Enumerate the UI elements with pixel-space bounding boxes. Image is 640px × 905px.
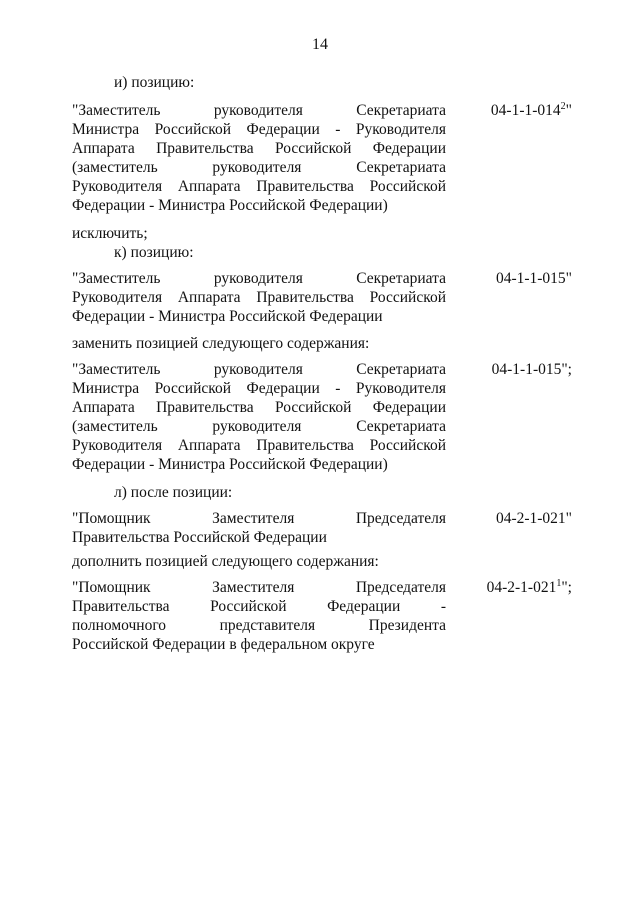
- position-code: [491, 101, 572, 120]
- position-entry-k: [72, 269, 572, 326]
- position-title: [72, 101, 446, 215]
- position-title-line: "Заместитель руководителя Секретариата: [72, 102, 446, 119]
- position-title: [72, 269, 446, 326]
- position-code-suffix: ";: [561, 579, 572, 596]
- item-l-action: дополнить позицией следующего содержания:: [72, 553, 379, 570]
- position-title-line: (заместитель руководителя Секретариата: [72, 418, 446, 435]
- position-title-line: Министра Российской Федерации - Руководителя: [72, 121, 446, 138]
- position-entry-i: [72, 101, 572, 215]
- position-title-line: "Помощник Заместителя Председателя: [72, 579, 446, 596]
- position-entry-l-new: [72, 578, 572, 654]
- position-title: [72, 509, 446, 547]
- position-title-line: Правительства Российской Федерации: [72, 529, 327, 546]
- position-title: [72, 360, 446, 474]
- position-code: [487, 578, 572, 597]
- position-title-line: Аппарата Правительства Российской Федерации: [72, 140, 446, 157]
- position-code-suffix: ": [565, 102, 572, 119]
- position-title: [72, 578, 446, 654]
- item-i-label: и) позицию:: [114, 74, 195, 91]
- position-title-line: Аппарата Правительства Российской Федерации: [72, 399, 446, 416]
- position-code-superscript: 1: [556, 578, 562, 589]
- position-title-line: Министра Российской Федерации - Руководителя: [72, 380, 446, 397]
- position-entry-l: [72, 509, 572, 547]
- position-title-line: полномочного представителя Президента: [72, 617, 446, 634]
- position-title-line: Руководителя Аппарата Правительства Российской: [72, 178, 446, 195]
- position-title-line: Российской Федерации в федеральном округе: [72, 636, 375, 653]
- item-i-action: исключить;: [72, 225, 148, 242]
- position-code-text: 04-1-1-014: [490, 102, 561, 119]
- position-title-line: (заместитель руководителя Секретариата: [72, 159, 446, 176]
- position-code: 04-1-1-015";: [491, 361, 572, 378]
- position-title-line: Руководителя Аппарата Правительства Российской: [72, 437, 446, 454]
- page-number: 14: [312, 36, 328, 53]
- item-l-label: л) после позиции:: [114, 484, 233, 501]
- item-k-label: к) позицию:: [114, 244, 194, 261]
- position-title-line: Федерации - Министра Российской Федерации): [72, 197, 388, 214]
- position-title-line: Правительства Российской Федерации -: [72, 598, 446, 615]
- position-title-line: "Заместитель руководителя Секретариата: [72, 270, 446, 287]
- position-code: 04-2-1-021": [495, 510, 572, 527]
- position-code-text: 04-2-1-021: [486, 579, 557, 596]
- position-code-superscript: 2: [560, 101, 566, 112]
- position-title-line: "Заместитель руководителя Секретариата: [72, 361, 446, 378]
- position-title-line: Руководителя Аппарата Правительства Российской: [72, 289, 446, 306]
- position-title-line: "Помощник Заместителя Председателя: [72, 510, 446, 527]
- position-entry-k-new: [72, 360, 572, 474]
- position-title-line: Федерации - Министра Российской Федерации): [72, 456, 388, 473]
- item-k-action: заменить позицией следующего содержания:: [72, 335, 370, 352]
- position-code: 04-1-1-015": [495, 270, 572, 287]
- position-title-line: Федерации - Министра Российской Федерации: [72, 308, 383, 325]
